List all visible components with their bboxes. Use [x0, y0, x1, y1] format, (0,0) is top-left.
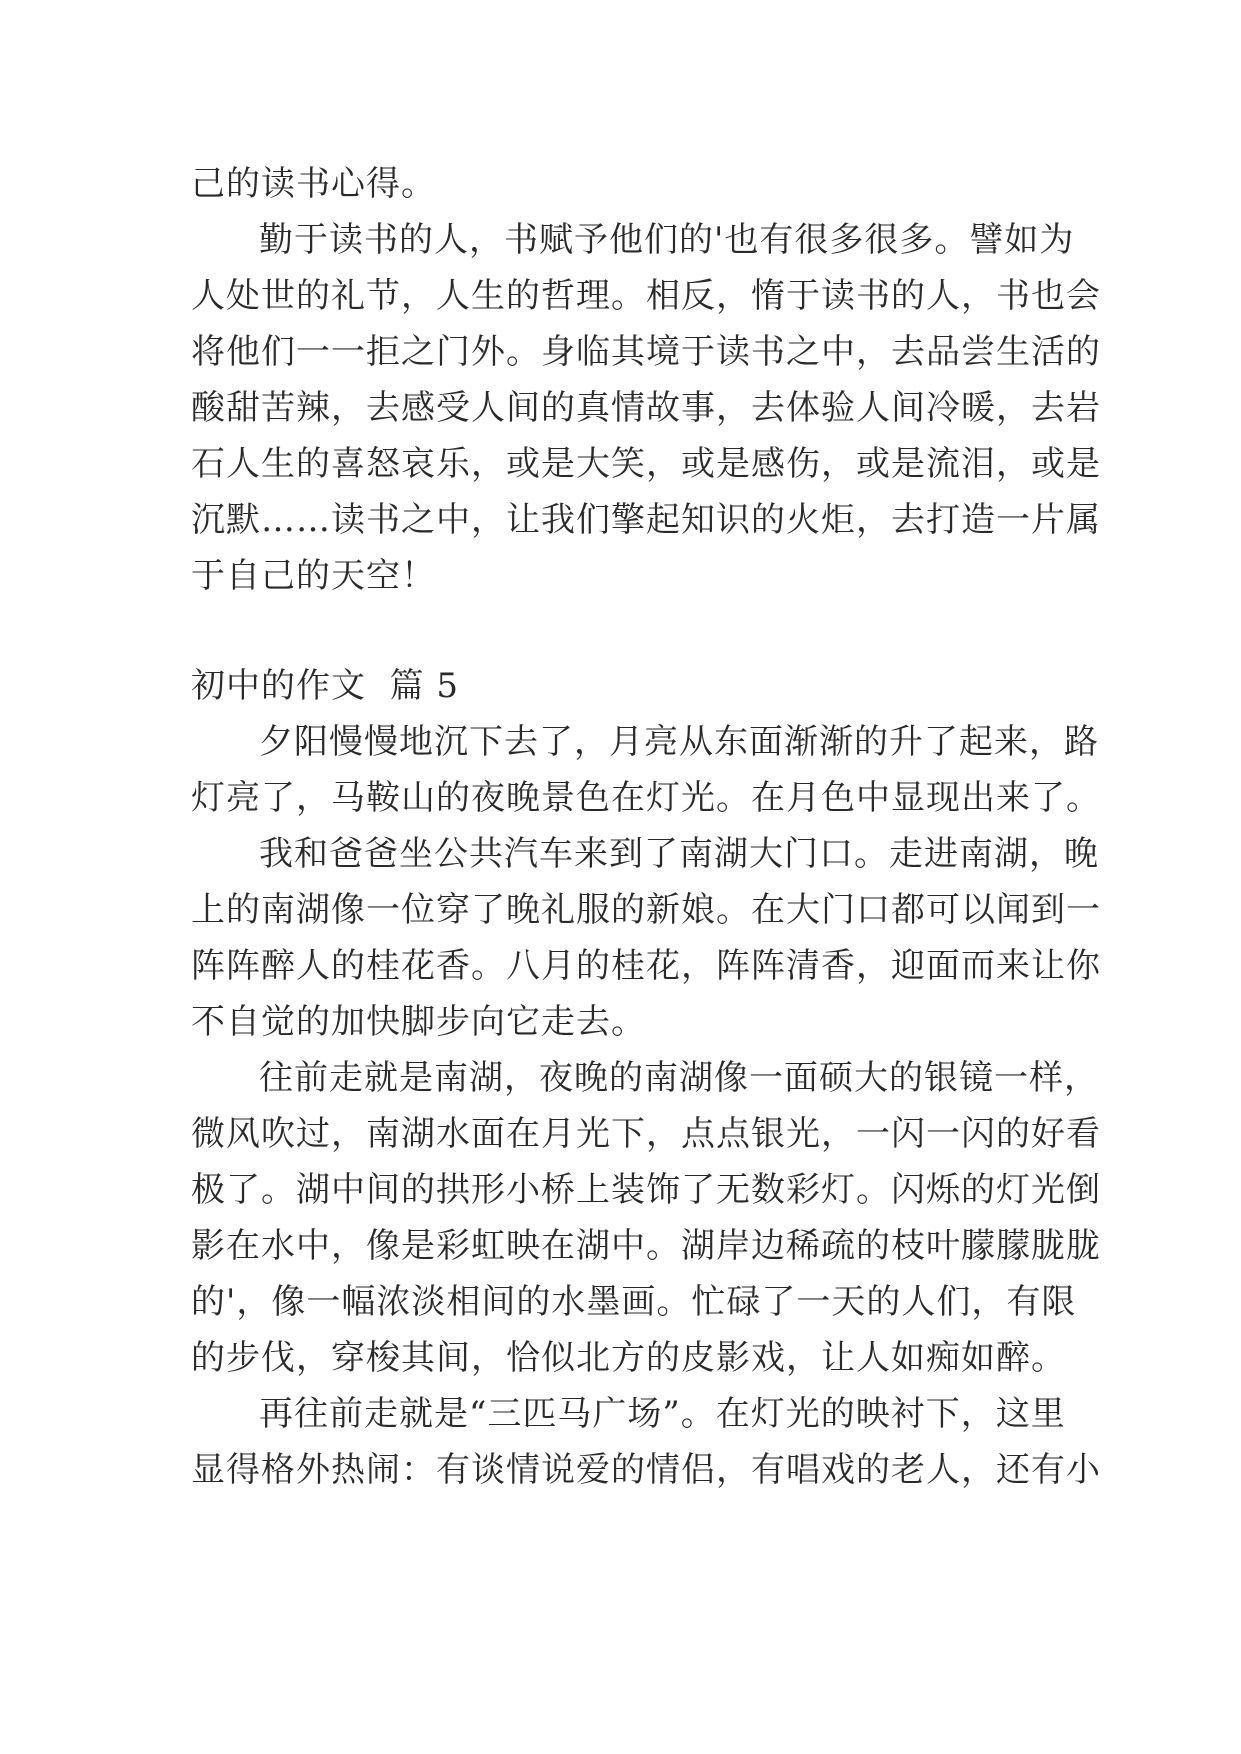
text-line: 的步伐，穿梭其间，恰似北方的皮影戏，让人如痴如醉。: [191, 1338, 1066, 1378]
text-line: 夕阳慢慢地沉下去了，月亮从东面渐渐的升了起来，路: [259, 722, 1099, 762]
text-line: 上的南湖像一位穿了晚礼服的新娘。在大门口都可以闻到一: [191, 890, 1101, 930]
section-title: [191, 658, 1071, 714]
section-title-text: 初中的作文 篇 5: [191, 666, 460, 706]
paragraph-square: [191, 1386, 1101, 1498]
paragraph-sunset: [191, 714, 1101, 826]
text-line: 我和爸爸坐公共汽车来到了南湖大门口。走进南湖，晚: [259, 834, 1099, 874]
text-line: 不自觉的加快脚步向它走去。: [191, 1002, 646, 1042]
text-line: 沉默……读书之中，让我们擎起知识的火炬，去打造一片属: [191, 500, 1101, 540]
text-line: 于自己的天空！: [191, 556, 436, 596]
text-line: 人处世的礼节，人生的哲理。相反，惰于读书的人，书也会: [191, 276, 1101, 316]
text-line: 己的读书心得。: [191, 164, 436, 204]
text-line: 石人生的喜怒哀乐，或是大笑，或是感伤，或是流泪，或是: [191, 444, 1101, 484]
text-line: 极了。湖中间的拱形小桥上装饰了无数彩灯。闪烁的灯光倒: [191, 1170, 1101, 1210]
text-line: 将他们一一拒之门外。身临其境于读书之中，去品尝生活的: [191, 332, 1101, 372]
paragraph-reading: [191, 212, 1101, 604]
paragraph-lake: [191, 1050, 1101, 1386]
text-line: 灯亮了，马鞍山的夜晚景色在灯光。在月色中显现出来了。: [191, 778, 1101, 818]
paragraph-gate: [191, 826, 1101, 1050]
text-line: 往前走就是南湖，夜晚的南湖像一面硕大的银镜一样，: [259, 1058, 1099, 1098]
text-line: 勤于读书的人，书赋予他们的'也有很多很多。譬如为: [259, 220, 1075, 260]
paragraph-continuation: [191, 156, 1071, 212]
text-line: 影在水中，像是彩虹映在湖中。湖岸边稀疏的枝叶朦朦胧胧: [191, 1226, 1101, 1266]
text-line: 微风吹过，南湖水面在月光下，点点银光，一闪一闪的好看: [191, 1114, 1101, 1154]
document-body: [191, 156, 1101, 1498]
text-line: 显得格外热闹：有谈情说爱的情侣，有唱戏的老人，还有小: [191, 1450, 1101, 1490]
text-line: 阵阵醉人的桂花香。八月的桂花，阵阵清香，迎面而来让你: [191, 946, 1101, 986]
text-line: 的'，像一幅浓淡相间的水墨画。忙碌了一天的人们，有限: [191, 1282, 1077, 1322]
text-line: 再往前走就是“三匹马广场”。在灯光的映衬下，这里: [259, 1394, 1066, 1434]
text-line: 酸甜苦辣，去感受人间的真情故事，去体验人间冷暖，去岩: [191, 388, 1101, 428]
